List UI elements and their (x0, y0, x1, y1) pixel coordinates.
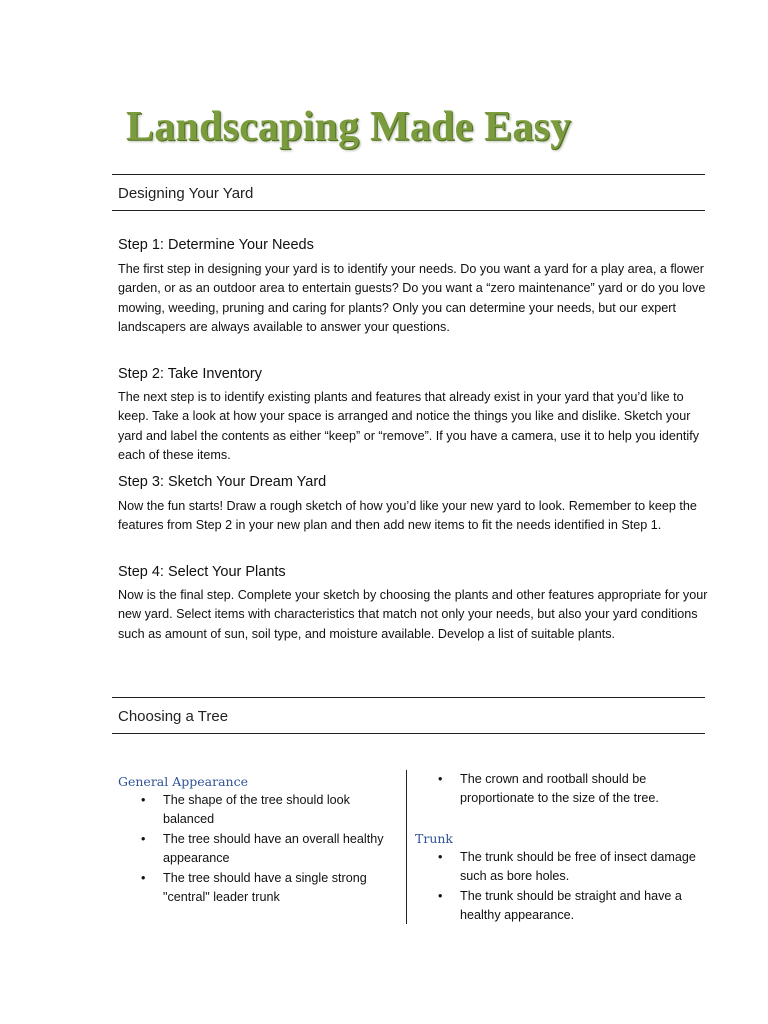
list-item: • The tree should have an overall healthy appearance (141, 830, 386, 869)
document-title: Landscaping Made Easy (126, 104, 572, 150)
section-rule-bottom (112, 733, 705, 734)
list-item: • The crown and rootball should be proportionate to the size of the tree. (438, 770, 693, 809)
section-heading-designing: Designing Your Yard (118, 185, 254, 202)
step-4-heading: Step 4: Select Your Plants (118, 564, 286, 580)
list-item: • The trunk should be straight and have a healthy appearance. (438, 887, 700, 926)
trunk-heading: Trunk (415, 831, 453, 846)
section-heading-tree: Choosing a Tree (118, 708, 229, 725)
trunk-list (438, 848, 700, 926)
step-1-heading: Step 1: Determine Your Needs (118, 237, 314, 253)
step-4-body: Now is the final step. Complete your sketch by choosing the plants and other features appropriate for your new yard. Select items with characteristics that match not only your needs, but also your yard conditions such as amount of sun, soil type, and moisture available. Develop a list of suitable plants. (118, 588, 708, 641)
list-item: • The shape of the tree should look balanced (141, 791, 386, 830)
step-1-body: The first step in designing your yard is to identify your needs. Do you want a yard for a play area, a flower garden, or as an outdoor area to entertain guests? Do you want a “zero maintenance” yard or do you love mowing, weeding, pruning and caring for plants? Only you can determine your needs, but our expert landscapers are always available to answer your questions. (118, 262, 706, 335)
crown-list (438, 770, 693, 809)
column-divider (406, 770, 407, 924)
step-3-heading: Step 3: Sketch Your Dream Yard (118, 474, 327, 490)
general-appearance-list (141, 791, 386, 907)
step-3-body: Now the fun starts! Draw a rough sketch of how you’d like your new yard to look. Remember to keep the features from Step 2 in your new plan and then add new items to fit the needs identified in Step 1. (118, 499, 697, 533)
general-appearance-heading: General Appearance (118, 774, 248, 789)
section-rule-top (112, 174, 705, 175)
section-rule-bottom (112, 210, 705, 211)
step-2-heading: Step 2: Take Inventory (118, 366, 263, 382)
list-item: • The trunk should be free of insect damage such as bore holes. (438, 848, 700, 887)
list-item: • The tree should have a single strong "central" leader trunk (141, 869, 386, 908)
section-rule-top (112, 697, 705, 698)
step-2-body: The next step is to identify existing plants and features that already exist in your yard that you’d like to keep. Take a look at how your space is arranged and notice the things you like and dislike. Sketch your yard and label the contents as either “keep” or “remove”. If you have a camera, use it to help you identify each of these items. (118, 390, 700, 463)
